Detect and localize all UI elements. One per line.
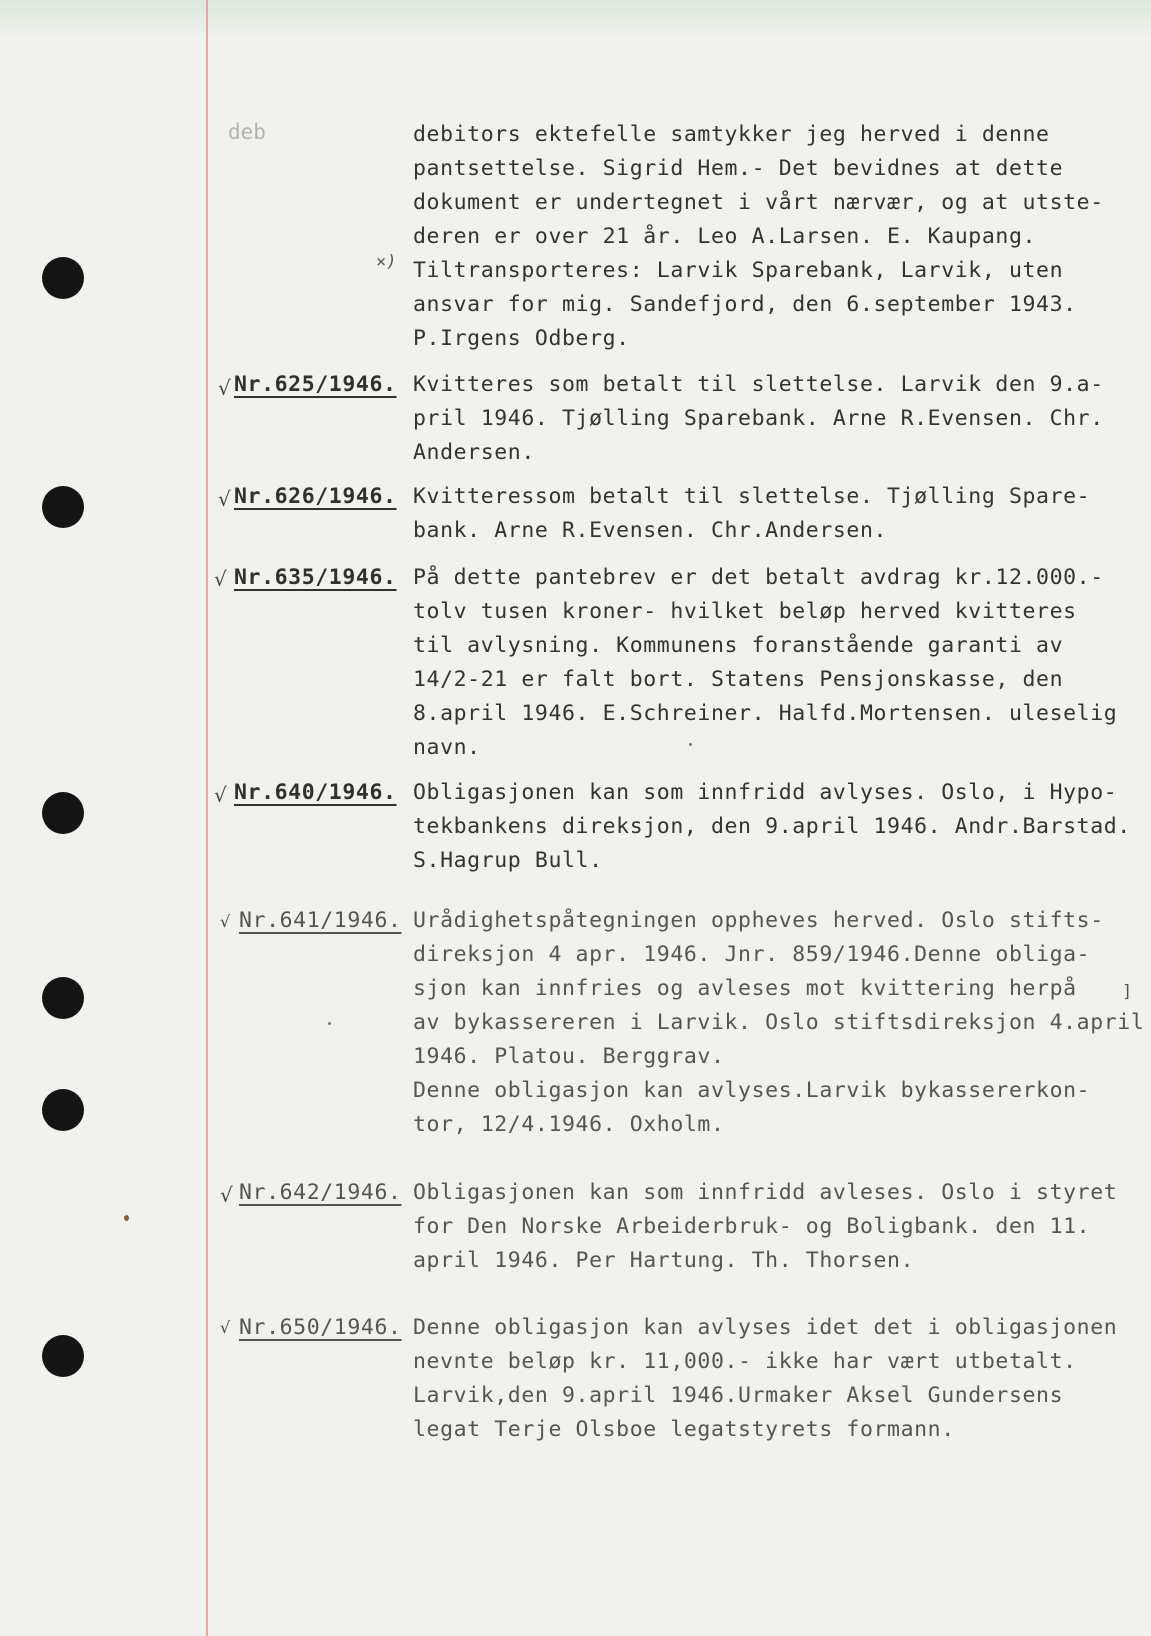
- entry-line: Larvik,den 9.april 1946.Urmaker Aksel Gundersens: [413, 1383, 1064, 1408]
- entry-line: sjon kan innfries og avleses mot kvittering herpå: [413, 976, 1077, 1001]
- entry-line: På dette pantebrev er det betalt avdrag kr.12.000.-: [413, 565, 1104, 590]
- intro-line: deren er over 21 år. Leo A.Larsen. E. Kaupang.: [413, 224, 1037, 249]
- intro-line: pantsettelse. Sigrid Hem.- Det bevidnes at dette: [413, 156, 1064, 181]
- entry-number: Nr.642/1946.: [239, 1180, 402, 1205]
- check-mark-icon: √: [214, 567, 227, 591]
- check-mark-icon: √: [218, 376, 231, 400]
- punch-hole: [42, 977, 84, 1019]
- punch-hole: [42, 486, 84, 528]
- entry-line: april 1946. Per Hartung. Th. Thorsen.: [413, 1248, 915, 1273]
- entry-line: pril 1946. Tjølling Sparebank. Arne R.Evensen. Chr.: [413, 406, 1104, 431]
- entry-line: tolv tusen kroner- hvilket beløp herved kvitteres: [413, 599, 1077, 624]
- check-mark-icon: √: [220, 912, 231, 931]
- intro-line: debitors ektefelle samtykker jeg herved i denne: [413, 122, 1050, 147]
- punch-hole: [42, 257, 84, 299]
- entry-line: 14/2-21 er falt bort. Statens Pensjonskasse, den: [413, 667, 1064, 692]
- entry-line: Obligasjonen kan som innfridd avlyses. Oslo, i Hypo-: [413, 780, 1118, 805]
- entry-number: Nr.626/1946.: [234, 484, 397, 509]
- margin-note: deb: [228, 120, 266, 144]
- punch-hole: [42, 1089, 84, 1131]
- check-mark-icon: √: [220, 1318, 231, 1337]
- punch-hole: [42, 792, 84, 834]
- page-top-shading: [0, 0, 1151, 40]
- entry-line: nevnte beløp kr. 11,000.- ikke har vært utbetalt.: [413, 1349, 1077, 1374]
- entry-line: tor, 12/4.1946. Oxholm.: [413, 1112, 725, 1137]
- entry-line: Kvitteressom betalt til slettelse. Tjølling Spare-: [413, 484, 1091, 509]
- entry-number: Nr.641/1946.: [239, 908, 402, 933]
- check-mark-icon: √: [220, 1183, 233, 1207]
- entry-line: S.Hagrup Bull.: [413, 848, 603, 873]
- entry-line: for Den Norske Arbeiderbruk- og Boligbank. den 11.: [413, 1214, 1091, 1239]
- entry-number: Nr.625/1946.: [234, 372, 397, 397]
- check-mark-icon: √: [214, 783, 227, 807]
- entry-line: Denne obligasjon kan avlyses idet det i obligasjonen: [413, 1315, 1118, 1340]
- intro-line: ansvar for mig. Sandefjord, den 6.september 1943.: [413, 292, 1077, 317]
- intro-line: dokument er undertegnet i vårt nærvær, og at utste-: [413, 190, 1104, 215]
- entry-line: til avlysning. Kommunens foranstående garanti av: [413, 633, 1064, 658]
- margin-rule: [206, 0, 208, 1636]
- entry-line: Urådighetspåtegningen oppheves herved. Oslo stifts-: [413, 908, 1104, 933]
- entry-line: av bykassereren i Larvik. Oslo stiftsdireksjon 4.april: [413, 1010, 1145, 1035]
- entry-line: Obligasjonen kan som innfridd avleses. Oslo i styret: [413, 1180, 1118, 1205]
- entry-line: Andersen.: [413, 440, 535, 465]
- entry-line: Denne obligasjon kan avlyses.Larvik bykassererkon-: [413, 1078, 1091, 1103]
- entry-line: direksjon 4 apr. 1946. Jnr. 859/1946.Denne obliga-: [413, 942, 1091, 967]
- entry-line: Kvitteres som betalt til slettelse. Larvik den 9.a-: [413, 372, 1104, 397]
- paper-speck: [124, 1215, 129, 1221]
- entry-number: Nr.635/1946.: [234, 565, 397, 590]
- entry-number: Nr.650/1946.: [239, 1315, 402, 1340]
- entry-line: bank. Arne R.Evensen. Chr.Andersen.: [413, 518, 888, 543]
- entry-line: tekbankens direksjon, den 9.april 1946. Andr.Barstad.: [413, 814, 1131, 839]
- check-mark-icon: √: [218, 487, 231, 511]
- paper-speck: [328, 1022, 331, 1025]
- entry-line: 8.april 1946. E.Schreiner. Halfd.Mortensen. uleselig: [413, 701, 1118, 726]
- intro-line: P.Irgens Odberg.: [413, 326, 630, 351]
- x-annotation-mark: ×): [376, 252, 397, 272]
- entry-number: Nr.640/1946.: [234, 780, 397, 805]
- punch-hole: [42, 1335, 84, 1377]
- entry-line: navn.: [413, 735, 481, 760]
- paper-speck: [689, 743, 692, 746]
- intro-line: Tiltransporteres: Larvik Sparebank, Larvik, uten: [413, 258, 1064, 283]
- entry-line: legat Terje Olsboe legatstyrets formann.: [413, 1417, 955, 1442]
- entry-line: 1946. Platou. Berggrav.: [413, 1044, 725, 1069]
- edge-bracket-mark: ]: [1122, 982, 1133, 1002]
